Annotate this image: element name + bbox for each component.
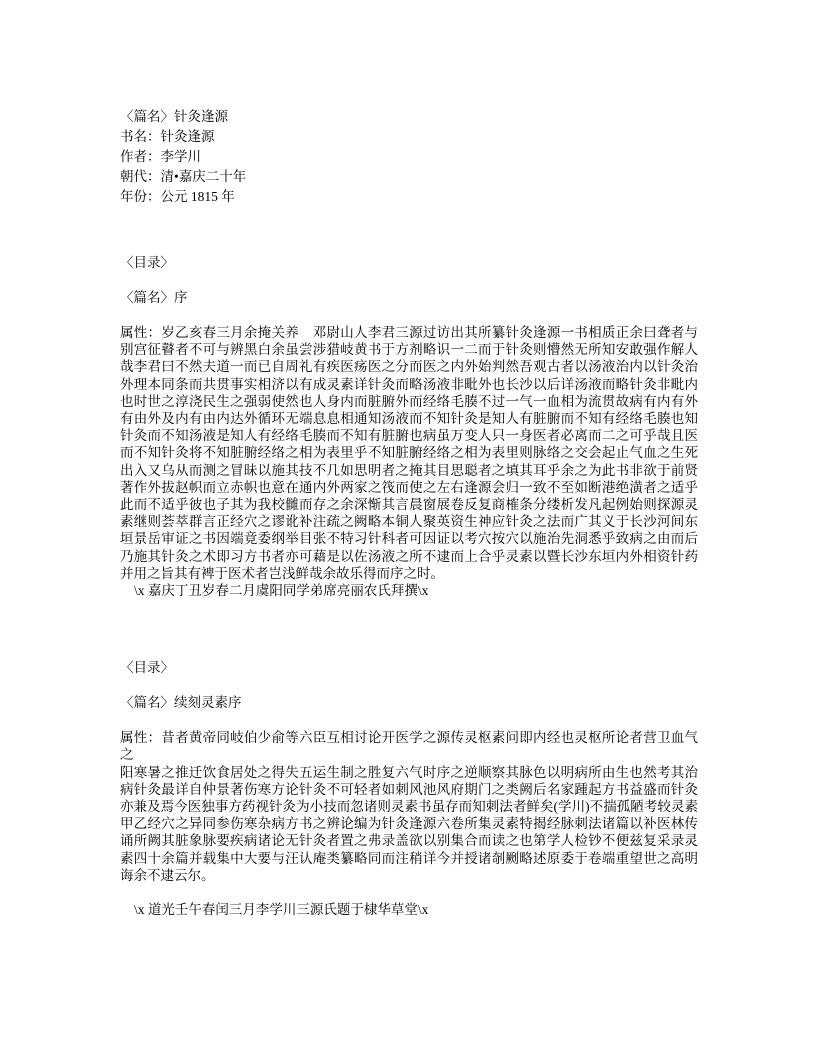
doc-book-name: 书名：针灸逢源 (120, 129, 215, 144)
lingsu-paragraph-1: 属性：昔者黄帝同岐伯少俞等六臣互相讨论开医学之源传灵枢素问即内经也灵枢所论者营卫血气之 (120, 730, 698, 763)
lingsu-signature: \x 道光壬午春闰三月李学川三源氏题于棣华草堂\x (134, 902, 429, 918)
section-lingsu-preface (120, 659, 698, 918)
doc-header (120, 107, 698, 207)
section-title-lingsu: 〈篇名〉续刻灵素序 (120, 695, 242, 711)
doc-year: 年份：公元 1815 年 (120, 189, 235, 204)
doc-title-tag: 〈篇名〉针灸逢源 (120, 109, 228, 124)
preface-signature: \x 嘉庆丁丑岁春二月虞阳同学弟席亮丽农氏拜撰\x (134, 583, 429, 599)
doc-dynasty: 朝代：清•嘉庆二十年 (120, 169, 247, 184)
lingsu-paragraph-2: 阳寒暑之推迁饮食居处之得失五运生制之胜复六气时序之逆顺察其脉色以明病所由生也然考其治病针灸最详自仲景著伤寒方论针灸不可轻者如刺风池风府期门之类阙后名家踵起方书益盛而针灸亦兼及焉今医独事方药视针灸为小技而忽诸则灵素书虽存而知刺法者鲜矣(学川)不揣孤陋考较灵素甲乙经穴之异同参伤寒杂病方书之辨论编为针灸逢源六卷所集灵素特揭经脉刺法诸篇以补医林传诵所阙其脏象脉要疾病诸论无针灸者置之弗录盖欲以别集合而读之也第学人检钞不便兹复采录灵素四十余篇并载集中大要与汪认庵类纂略同而注稍详今并授诸剞劂略述原委于卷端重望世之高明诲余不逮云尔。 (120, 764, 698, 883)
section-title-preface: 〈篇名〉序 (120, 290, 188, 305)
toc-marker: 〈目录〉 (120, 660, 174, 676)
preface-paragraph: 属性：岁乙亥春三月余掩关养 邓尉山人李君三源过访出其所纂针灸逢源一书相质正余曰聋者与别宫征瞽者不可与辨黑白余虽尝涉猎岐黄书于方剂略识一二而于针灸则懵然无所知安敢强作解人哉李君曰不然夫道一而已自周礼有疾医疡医之分而医之内外始判然吾观古者以汤液治内以针灸治外理本同条而共贯事实相济以有成灵素详针灸而略汤液非毗外也长沙以后详汤液而略针灸非毗内也时世之淳浇民生之强弱使然也人身内而脏腑外而经络毛腠不过一气一血相为流贯故病有内有外有由外及内有由内达外循环无端息息相通知汤液而不知针灸是知人有脏腑而不知有经络毛腠也知针灸而不知汤液是知人有经络毛腠而不知有脏腑也病虽万变人只一身医者必离而二之可乎哉且医而不知针灸将不知脏腑经络之相为表里乎不知脏腑经络之相为表里则脉络之交会起止气血之生死出入又乌从而测之冒昧以施其技不几如思明者之掩其目思聪者之填其耳乎余之为此书非欲于前贤著作外拔赵帜而立赤帜也意在通内外两家之筏而使之左右逢源会归一致不至如断港绝潢者之适乎此而不适乎彼也子其为我校雠而存之余深惭其言晨窗展卷反复商榷条分缕析发凡起例始则探源灵素继则荟萃群言正经穴之谬讹补注疏之阙略本铜人聚英资生神应针灸之法而广其义于长沙河间东垣景岳审证之书因端竟委纲举目张不特习针科者可因证以考穴按穴以施治先洞悉乎致病之由而后乃施其针灸之术即习方书者亦可藉是以佐汤液之所不逮而上合乎灵素以暨长沙东垣内外相资针药并用之旨其有裨于医术者岂浅鲜哉余故乐得而序之时。 (120, 325, 698, 581)
toc-marker: 〈目录〉 (120, 255, 174, 270)
doc-author: 作者：李学川 (120, 149, 201, 164)
section-preface (120, 254, 698, 599)
